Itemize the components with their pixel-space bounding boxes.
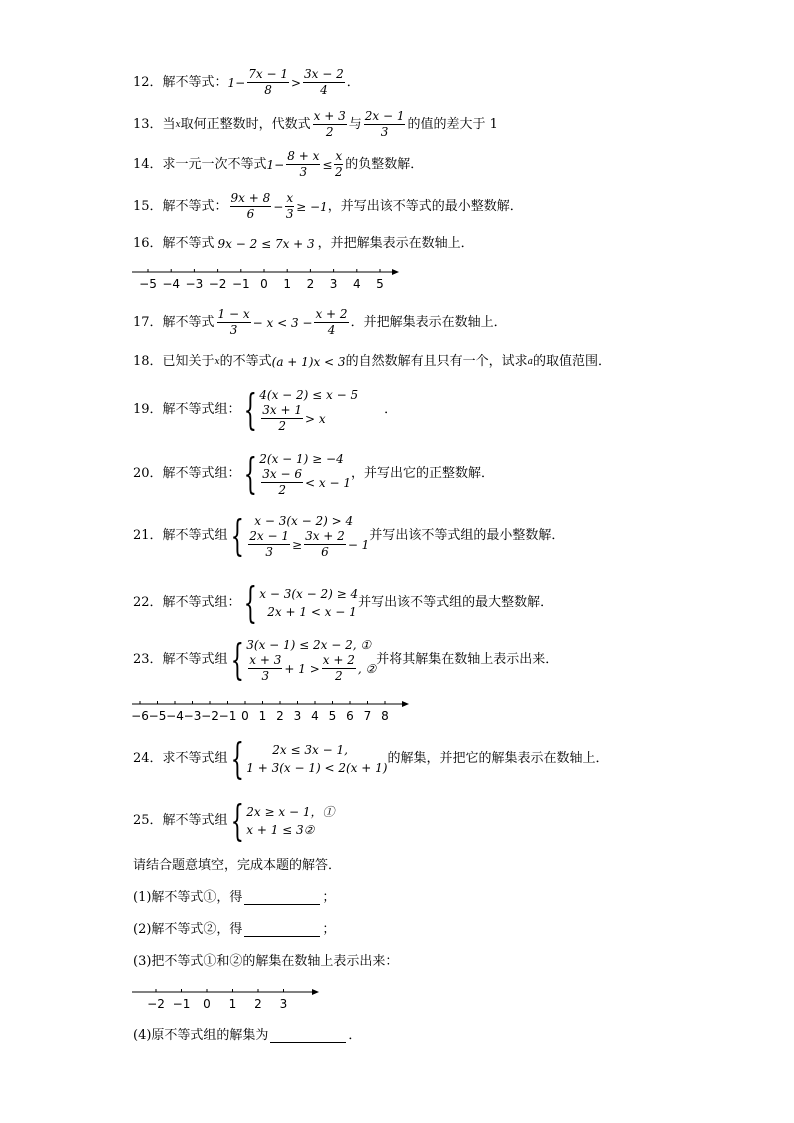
answer-blank-1[interactable] — [244, 892, 320, 905]
question-15: 15．解不等式： $\frac{9x + 8}{6}$ − $\frac{x}{3}$ ≥ −1 ，并写出该不等式的最小整数解． — [133, 191, 523, 221]
question-21: 21．解不等式组 { x − 3(x − 2) > 4 $\frac{2x - 1}{3}$ ≥ $\frac{3x + 2}{6}$ − 1 并写出该不等式组的最小整数解． — [133, 510, 565, 560]
axis-tick-label: −5 — [139, 277, 157, 291]
fraction: $\frac{1 - x}{3}$ — [217, 307, 250, 337]
axis-tick-label: 1 — [283, 277, 292, 291]
axis-tick-label: −3 — [185, 277, 204, 291]
axis-tick-label: −1 — [172, 997, 191, 1011]
axis-tick-label: 5 — [376, 277, 384, 291]
fraction: $\frac{8 + x}{3}$ — [287, 149, 320, 179]
answer-blank-4[interactable] — [270, 1030, 346, 1043]
axis-tick-label: 3 — [279, 997, 288, 1011]
inequality-system: { 2x ≤ 3x − 1, 1 + 3(x − 1) < 2(x + 1) — [230, 734, 388, 783]
question-24: 24．求不等式组 { 2x ≤ 3x − 1, 1 + 3(x − 1) < 2(x + 1) 的解集，并把它的解集表示在数轴上． — [133, 734, 609, 783]
axis-tick-label: −2 — [147, 997, 165, 1011]
fraction: $\frac{9x + 8}{6}$ — [230, 191, 271, 221]
fraction: $\frac{x}{3}$ — [285, 191, 294, 221]
number-line-25 — [130, 982, 320, 1014]
axis-tick-label: 3 — [293, 709, 302, 723]
question-22: 22．解不等式组： { x − 3(x − 2) ≥ 4 2x + 1 < x − 1 并写出该不等式组的最大整数解． — [133, 578, 554, 627]
axis-arrow — [312, 989, 319, 995]
number-line-23 — [130, 694, 410, 726]
question-18: 18．已知关于 x 的不等式 (a + 1)x < 3 的自然数解有且只有一个，试求 a 的取值范围． — [133, 354, 611, 369]
question-17: 17．解不等式 $\frac{1 - x}{3}$ − x < 3 − $\frac{x + 2}{4}$ ．并把解集表示在数轴上． — [133, 307, 507, 337]
fraction: $\frac{7x - 1}{8}$ — [248, 67, 288, 97]
question-25: 25．解不等式组 { 2x ≥ x − 1，① x + 1 ≤ 3② — [133, 796, 335, 845]
axis-tick-label: 1 — [228, 997, 237, 1011]
question-20: 20．解不等式组： { 2(x − 1) ≥ −4 $\frac{3x - 6}{2}$ < x − 1 ，并写出它的正整数解． — [133, 448, 494, 498]
inequality-system: { 2(x − 1) ≥ −4 $\frac{3x - 6}{2}$ < x − 1 — [243, 448, 351, 498]
inequality-system: { 3(x − 1) ≤ 2x − 2, ① $\frac{x + 3}{3}$ + 1 > $\frac{x + 2}{2}$ , ② — [230, 634, 377, 684]
fill-intro: 请结合题意填空，完成本题的解答． — [133, 858, 342, 873]
axis-tick-label: 0 — [241, 709, 249, 723]
axis-tick-label: 6 — [346, 709, 354, 723]
fill-step-2: (2)解不等式②，得 ； — [133, 922, 336, 937]
fraction: $\frac{x}{2}$ — [334, 149, 343, 179]
axis-tick-label: −6 — [131, 709, 149, 723]
axis-tick-label: −5 — [148, 709, 167, 723]
inequality-system: { 2x ≥ x − 1，① x + 1 ≤ 3② — [230, 796, 335, 845]
axis-tick-label: 0 — [260, 277, 268, 291]
axis-tick-label: −4 — [162, 277, 181, 291]
question-13: 13．当 x 取何正整数时，代数式 $\frac{x + 3}{2}$ 与 $\frac{2x - 1}{3}$ 的值的差大于 1 — [133, 109, 498, 139]
fraction: $\frac{x + 3}{2}$ — [313, 109, 346, 139]
axis-tick-label: −4 — [166, 709, 184, 723]
axis-tick-label: −2 — [201, 709, 219, 723]
axis-tick-label: −1 — [218, 709, 237, 723]
inequality-system: { 4(x − 2) ≤ x − 5 $\frac{3x + 1}{2}$ > x — [243, 384, 359, 434]
fill-step-1: (1)解不等式①，得 ； — [133, 890, 336, 905]
axis-tick-label: 1 — [258, 709, 267, 723]
axis-tick-label: 2 — [276, 709, 284, 723]
question-14: 14．求一元一次不等式 1− $\frac{8 + x}{3}$ ≤ $\frac{x}{2}$ 的负整数解． — [133, 149, 424, 179]
axis-tick-label: −2 — [208, 277, 227, 291]
axis-tick-label: 4 — [311, 709, 319, 723]
answer-blank-2[interactable] — [244, 924, 320, 937]
axis-arrow — [402, 701, 409, 707]
fill-step-4: (4)原不等式组的解集为 ． — [133, 1028, 362, 1043]
question-12: 12．解不等式： 1− $\frac{7x - 1}{8}$ > $\frac{3x - 2}{4}$ ． — [133, 67, 360, 97]
question-16: 16．解不等式 9x − 2 ≤ 7x + 3 ，并把解集表示在数轴上． — [133, 236, 474, 251]
fraction: $\frac{2x - 1}{3}$ — [364, 109, 405, 139]
axis-tick-label: −1 — [231, 277, 250, 291]
axis-tick-label: 3 — [329, 277, 338, 291]
axis-arrow — [392, 269, 399, 275]
fill-step-3: (3)把不等式①和②的解集在数轴上表示出来： — [133, 954, 399, 969]
question-19: 19．解不等式组： { 4(x − 2) ≤ x − 5 $\frac{3x + 1}{2}$ > x ． — [133, 384, 398, 434]
axis-tick-label: 2 — [306, 277, 315, 291]
fraction: $\frac{x + 2}{4}$ — [315, 307, 348, 337]
inequality-system: { x − 3(x − 2) > 4 $\frac{2x - 1}{3}$ ≥ $\frac{3x + 2}{6}$ − 1 — [230, 510, 370, 560]
question-23: 23．解不等式组 { 3(x − 1) ≤ 2x − 2, ① $\frac{x + 3}{3}$ + 1 > $\frac{x + 2}{2}$ , ② 并将其解集在数轴上表示出来． — [133, 634, 559, 684]
axis-tick-label: 7 — [363, 709, 372, 723]
fraction: $\frac{3x - 2}{4}$ — [304, 67, 344, 97]
inequality-system: { x − 3(x − 2) ≥ 4 2x + 1 < x − 1 — [243, 578, 359, 627]
axis-tick-label: −3 — [183, 709, 202, 723]
number-line-16 — [130, 262, 400, 294]
axis-tick-label: 8 — [381, 709, 389, 723]
axis-tick-label: 5 — [328, 709, 337, 723]
axis-tick-label: 2 — [254, 997, 262, 1011]
axis-tick-label: 0 — [203, 997, 211, 1011]
axis-tick-label: 4 — [352, 277, 361, 291]
